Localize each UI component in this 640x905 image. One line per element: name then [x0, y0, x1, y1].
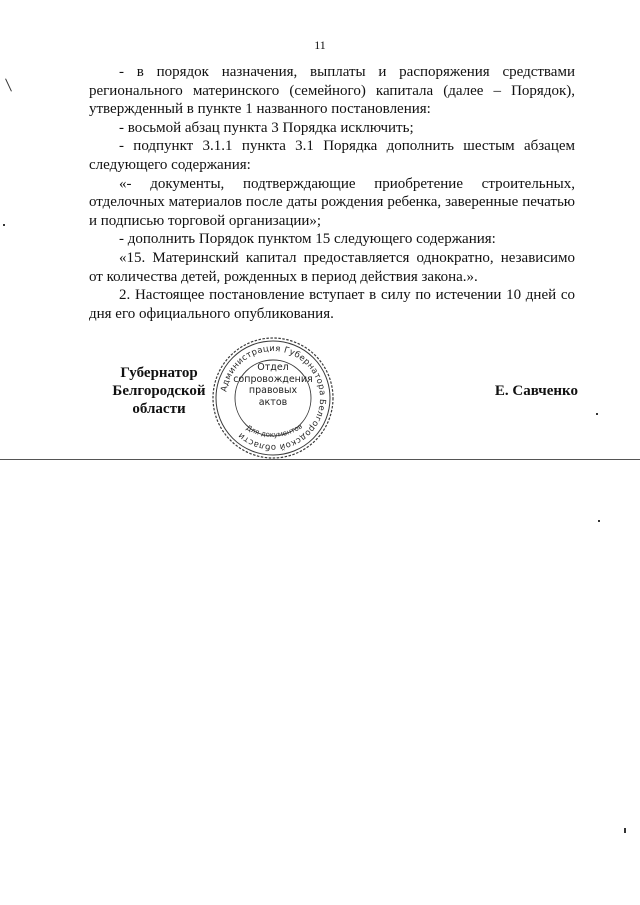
bottom-rule [0, 459, 640, 460]
document-body [89, 63, 575, 323]
scan-speck [3, 224, 5, 226]
stamp-bottom-text: Для документов [244, 422, 304, 440]
paragraph-subclause-addition: - подпункт 3.1.1 пункта 3.1 Порядка дополнить шестым абзацем следующего содержания: [89, 138, 575, 173]
stamp-center-text [225, 362, 321, 408]
stamp-ring-text: Администрация Губернатора Белгородской области [219, 343, 328, 453]
scan-speck [598, 520, 600, 522]
stamp-center-line-3: правовых [248, 385, 298, 396]
paragraph-effective-date: 2. Настоящее постановление вступает в силу по истечении 10 дней со дня его официального опубликования. [89, 287, 575, 322]
scan-speck [624, 828, 626, 833]
paragraph-quoted-documents: «- документы, подтверждающие приобретение строительных, отделочных материалов после даты рождения ребенка, заверенные печатью и подписью торговой организации»; [89, 175, 575, 229]
scan-speck [5, 78, 12, 91]
stamp-center-line-4: актов [258, 396, 288, 408]
stamp-center-line-1: Отдел [257, 362, 289, 373]
page-number: 11 [314, 38, 326, 52]
signatory-name: Е. Савченко [494, 383, 578, 399]
signatory-title-line1: Губернатор [120, 365, 198, 381]
paragraph-quoted-point-15: «15. Материнский капитал предоставляется однократно, независимо от количества детей, рожденных в период действия закона.». [89, 249, 575, 285]
paragraph-add-point-15: - дополнить Порядок пунктом 15 следующего содержания: [119, 231, 496, 248]
paragraph-amendment-intro: - в порядок назначения, выплаты и распоряжения средствами регионального материнского (семейного) капитала (далее – Порядок), утвержденный в пункте 1 названного постановления: [89, 64, 575, 118]
official-stamp [211, 336, 335, 460]
stamp-center-line-2: сопровождения [233, 373, 313, 385]
scan-speck [596, 413, 598, 415]
signatory-title-line2: Белгородской области [112, 383, 206, 417]
paragraph-exclude-clause: - восьмой абзац пункта 3 Порядка исключить; [119, 119, 414, 136]
